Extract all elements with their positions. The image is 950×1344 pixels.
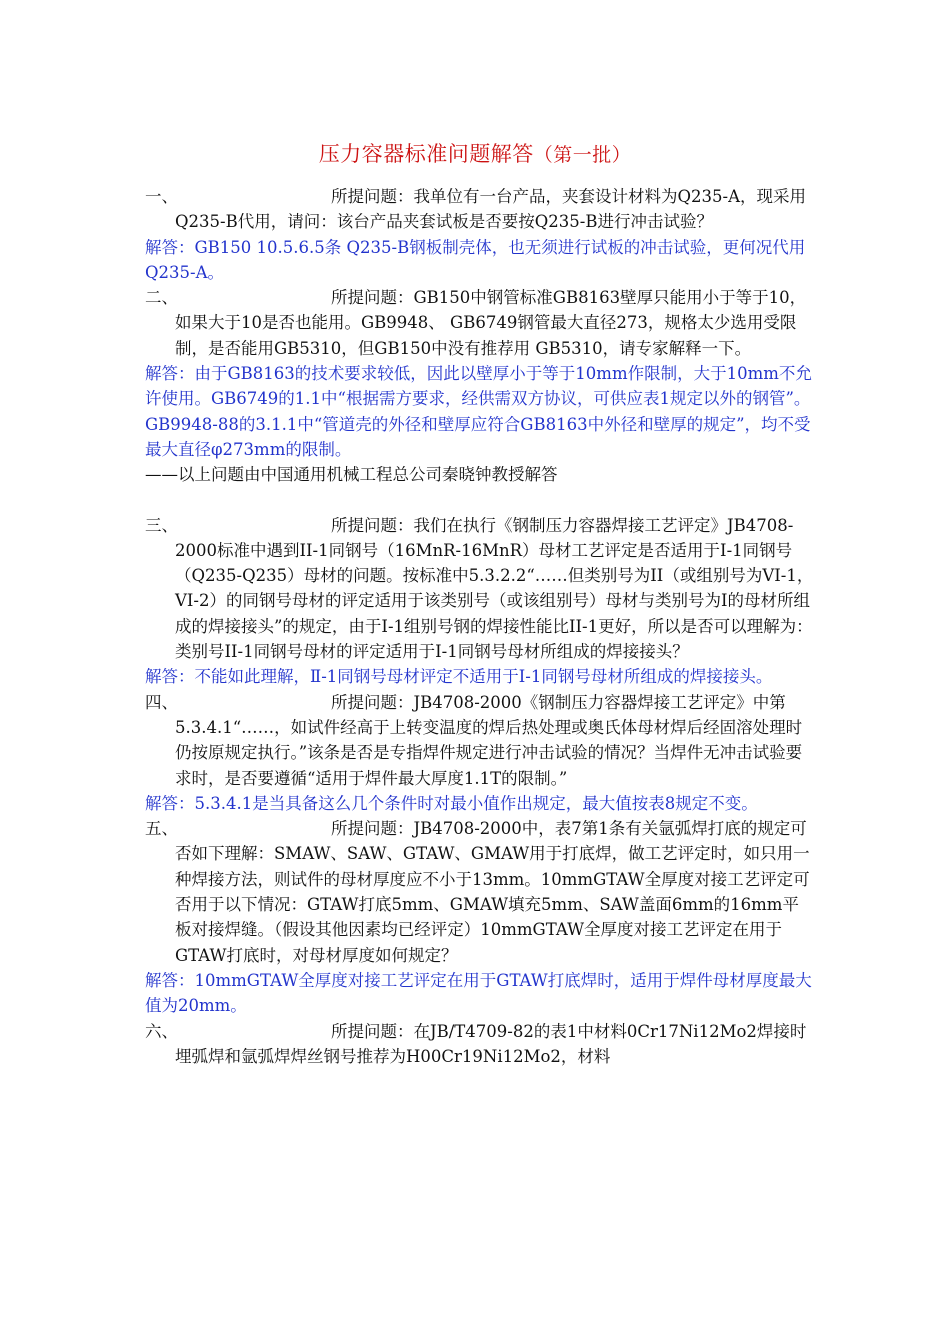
answer-credit: ——以上问题由中国通用机械工程总公司秦晓钟教授解答 [145,465,558,485]
question-number: 六、 [145,1021,178,1041]
question-number: 四、 [145,692,178,712]
question-number: 一、 [145,187,178,206]
question-text: 所提问题：JB4708-2000《钢制压力容器焊接工艺评定》中第5.3.4.1“……，如试件经高于上转变温度的焊后热处理或奥氏体母材焊后经固溶处理时仍按原规定执行。”该条是否是专指焊件规定进行冲击试验的情况？当焊件无冲击试验要求时，是否要遵循“适用于焊件最大厚度1.1T的限制。” [175,692,803,788]
question-number: 五、 [145,819,178,839]
answer-3: 解答：不能如此理解，Ⅱ-1同钢号母材评定不适用于Ⅰ-1同钢号母材所组成的焊接接头。 [145,667,773,687]
question-text: 所提问题：我们在执行《钢制压力容器焊接工艺评定》JB4708-2000标准中遇到II-1同钢号（16MnR-16MnR）母材工艺评定是否适用于I-1同钢号（Q235-Q235）母材的问题。按标准中5.3.2.2“……但类别号为II（或组别号为VI-1，VI-2）的同钢号母材的评定适用于该类别号（或该组别号）母材与类别号为I的母材所组成的焊接接头”的规定，由于I-1组别号钢的焊接性能比II-1更好，所以是否可以理解为：类别号II-1同钢号母材的评定适用于I-1同钢号母材所组成的焊接接头？ [175,515,814,662]
question-6 [145,1019,815,1070]
question-text: 所提问题：JB4708-2000中，表7第1条有关氩弧焊打底的规定可否如下理解：SMAW、SAW、GTAW、GMAW用于打底焊，做工艺评定时，如只用一种焊接方法，则试件的母材厚度应不小于13mm。10mmGTAW全厚度对接工艺评定可否用于以下情况：GTAW打底5mm、GMAW填充5mm、SAW盖面6mm的16mm平板对接焊缝。（假设其他因素均已经评定）10mmGTAW全厚度对接工艺评定在用于GTAW打底时，对母材厚度如何规定？ [175,819,810,965]
answer-4: 解答：5.3.4.1是当具备这么几个条件时对最小值作出规定，最大值按表8规定不变。 [145,793,758,813]
question-number: 二、 [145,288,178,308]
answer-5: 解答：10mmGTAW全厚度对接工艺评定在用于GTAW打底焊时，适用于焊件母材厚度最大值为20mm。 [145,970,812,1016]
question-text: 所提问题：我单位有一台产品，夹套设计材料为Q235-A，现采用Q235-B代用，请问：该台产品夹套试板是否要按Q235-B进行冲击试验？ [175,187,807,232]
question-text: 所提问题：GB150中钢管标准GB8163壁厚只能用小于等于10，如果大于10是否也能用。GB9948、 GB6749钢管最大直径273，规格太少选用受限制，是否能用GB5310，但GB150中没有推荐用 GB5310，请专家解释一下。 [175,288,807,358]
title-sub: （第一批） [533,144,632,166]
question-4 [145,690,815,791]
question-1 [145,184,815,235]
question-text: 所提问题：在JB/T4709-82的表1中材料0Cr17Ni12Mo2焊接时埋弧焊和氩弧焊焊丝钢号推荐为H00Cr19Ni12Mo2，材料 [175,1021,807,1066]
question-3 [145,513,815,665]
answer-2: 解答：由于GB8163的技术要求较低，因此以壁厚小于等于10mm作限制，大于10mm不允许使用。GB6749的1.1中“根据需方要求，经供需双方协议，可供应表1规定以外的钢管”。GB9948-88的3.1.1中“管道壳的外径和壁厚应符合GB8163中外径和壁厚的规定”，均不受最大直径φ273mm的限制。 [145,364,812,459]
question-2 [145,285,815,361]
qa-content [145,184,815,1069]
spacer [145,488,815,513]
title-main: 压力容器标准问题解答 [318,142,534,166]
question-number: 三、 [145,515,178,535]
question-5 [145,816,815,968]
answer-1: 解答：GB150 10.5.6.5条 Q235-B钢板制壳体，也无须进行试板的冲击试验，更何况代用Q235-A。 [145,237,806,282]
page-title [0,138,950,168]
